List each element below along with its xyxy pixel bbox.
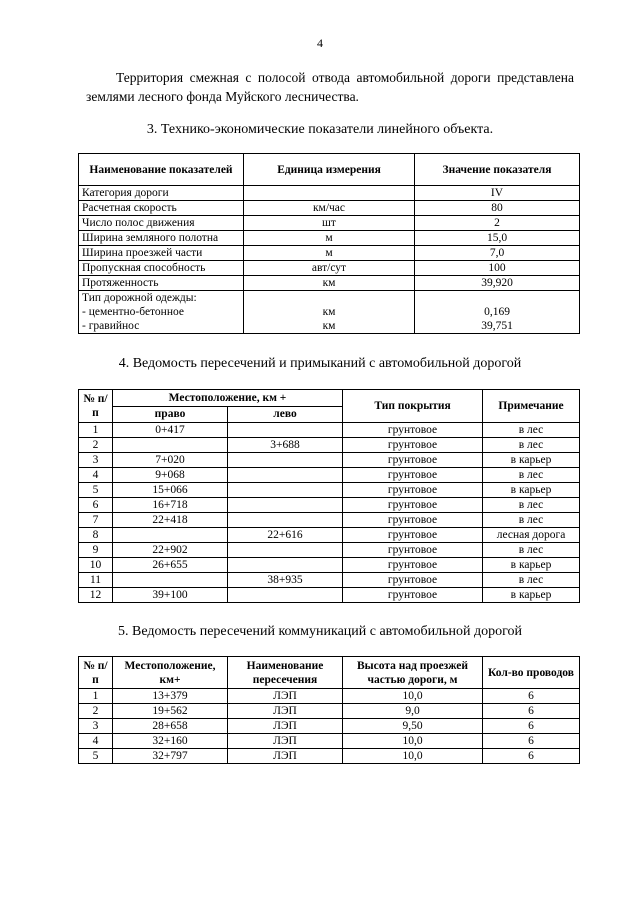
indicator-unit: км/час <box>244 201 415 216</box>
pavement-item-value: 0,169 <box>484 306 510 318</box>
location-km: 13+379 <box>113 689 228 704</box>
location-right: 0+417 <box>113 423 228 438</box>
table-row <box>79 261 580 276</box>
surface-type: грунтовое <box>343 588 483 603</box>
indicator-name: Ширина проезжей части <box>79 246 244 261</box>
page-number: 4 <box>317 36 323 50</box>
surface-type: грунтовое <box>343 423 483 438</box>
table-row <box>79 438 580 453</box>
header-unit: Единица измерения <box>244 154 415 186</box>
indicator-value: 2 <box>415 216 580 231</box>
crossing-height: 9,0 <box>343 704 483 719</box>
row-number: 1 <box>79 423 113 438</box>
indicator-value: 39,920 <box>415 276 580 291</box>
note: в лес <box>483 513 580 528</box>
pavement-names <box>79 291 244 334</box>
section-5-title: 5. Ведомость пересечений коммуникаций с автомобильной дорогой <box>118 624 522 639</box>
indicator-unit: м <box>244 246 415 261</box>
wire-count: 6 <box>483 719 580 734</box>
row-number: 3 <box>79 719 113 734</box>
indicators-table <box>78 153 580 334</box>
location-left <box>228 558 343 573</box>
indicator-name: Число полос движения <box>79 216 244 231</box>
indicator-unit: авт/сут <box>244 261 415 276</box>
location-left <box>228 423 343 438</box>
header-crossing-name: Наименование пересечения <box>228 657 343 689</box>
surface-type: грунтовое <box>343 543 483 558</box>
note: в лес <box>483 423 580 438</box>
wire-count: 6 <box>483 734 580 749</box>
indicator-name: Пропускная способность <box>79 261 244 276</box>
header-location: Местоположение, км+ <box>113 657 228 689</box>
section-4-title: 4. Ведомость пересечений и примыканий с автомобильной дорогой <box>118 356 522 371</box>
location-left <box>228 543 343 558</box>
location-left: 22+616 <box>228 528 343 543</box>
row-number: 12 <box>79 588 113 603</box>
table-row <box>79 704 580 719</box>
location-km: 28+658 <box>113 719 228 734</box>
table-row <box>79 201 580 216</box>
table-row <box>79 246 580 261</box>
crossing-height: 10,0 <box>343 734 483 749</box>
pavement-units <box>244 291 415 334</box>
row-number: 1 <box>79 689 113 704</box>
surface-type: грунтовое <box>343 453 483 468</box>
header-location: Местоположение, км + <box>113 390 343 407</box>
surface-type: грунтовое <box>343 438 483 453</box>
indicator-value: 100 <box>415 261 580 276</box>
indicator-unit: шт <box>244 216 415 231</box>
header-note: Примечание <box>483 390 580 423</box>
wire-count: 6 <box>483 704 580 719</box>
table-row <box>79 468 580 483</box>
row-number: 4 <box>79 734 113 749</box>
indicator-unit: км <box>244 276 415 291</box>
table-row-pavement <box>79 291 580 334</box>
location-right <box>113 573 228 588</box>
location-km: 19+562 <box>113 704 228 719</box>
note: в лес <box>483 468 580 483</box>
crossing-height: 10,0 <box>343 749 483 764</box>
location-right: 26+655 <box>113 558 228 573</box>
surface-type: грунтовое <box>343 468 483 483</box>
row-number: 2 <box>79 704 113 719</box>
intersections-table <box>78 389 580 603</box>
crossing-name: ЛЭП <box>228 689 343 704</box>
indicator-value: 7,0 <box>415 246 580 261</box>
header-left: лево <box>228 406 343 423</box>
pavement-values <box>415 291 580 334</box>
location-right: 22+418 <box>113 513 228 528</box>
crossing-name: ЛЭП <box>228 749 343 764</box>
pavement-item-name: - цементно-бетонное <box>82 306 184 318</box>
surface-type: грунтовое <box>343 483 483 498</box>
table-row <box>79 513 580 528</box>
pavement-item-unit: км <box>322 320 336 332</box>
indicator-name: Расчетная скорость <box>79 201 244 216</box>
table-row <box>79 558 580 573</box>
header-wires: Кол-во проводов <box>483 657 580 689</box>
row-number: 3 <box>79 453 113 468</box>
location-left <box>228 483 343 498</box>
table-row <box>79 423 580 438</box>
utilities-table <box>78 656 580 764</box>
row-number: 4 <box>79 468 113 483</box>
location-right: 9+068 <box>113 468 228 483</box>
location-right: 7+020 <box>113 453 228 468</box>
wire-count: 6 <box>483 689 580 704</box>
table-row <box>79 573 580 588</box>
table-row <box>79 719 580 734</box>
header-num: № п/п <box>79 657 113 689</box>
surface-type: грунтовое <box>343 558 483 573</box>
note: в лес <box>483 438 580 453</box>
location-left <box>228 513 343 528</box>
table-row <box>79 483 580 498</box>
row-number: 5 <box>79 483 113 498</box>
surface-type: грунтовое <box>343 513 483 528</box>
row-number: 7 <box>79 513 113 528</box>
note: в карьер <box>483 558 580 573</box>
row-number: 8 <box>79 528 113 543</box>
note: в лес <box>483 543 580 558</box>
location-left <box>228 453 343 468</box>
intro-paragraph: Территория смежная с полосой отвода автомобильной дороги представлена землями лесного фонда Муйского лесничества. <box>86 70 574 104</box>
row-number: 5 <box>79 749 113 764</box>
header-value: Значение показателя <box>415 154 580 186</box>
indicator-unit: м <box>244 231 415 246</box>
header-surface: Тип покрытия <box>343 390 483 423</box>
crossing-name: ЛЭП <box>228 719 343 734</box>
location-right <box>113 528 228 543</box>
header-num: № п/п <box>79 390 113 423</box>
location-km: 32+160 <box>113 734 228 749</box>
note: в лес <box>483 498 580 513</box>
crossing-height: 10,0 <box>343 689 483 704</box>
table-row <box>79 216 580 231</box>
section-3-title: 3. Технико-экономические показатели линейного объекта. <box>146 122 494 137</box>
location-right <box>113 438 228 453</box>
location-left: 3+688 <box>228 438 343 453</box>
indicator-value: 15,0 <box>415 231 580 246</box>
table-row <box>79 749 580 764</box>
header-indicator-name: Наименование показателей <box>79 154 244 186</box>
table-row <box>79 588 580 603</box>
table-row <box>79 734 580 749</box>
location-km: 32+797 <box>113 749 228 764</box>
indicator-value: IV <box>415 186 580 201</box>
note: лесная дорога <box>483 528 580 543</box>
indicator-unit <box>244 186 415 201</box>
indicator-name: Ширина земляного полотна <box>79 231 244 246</box>
surface-type: грунтовое <box>343 498 483 513</box>
table-row <box>79 231 580 246</box>
row-number: 10 <box>79 558 113 573</box>
note: в лес <box>483 573 580 588</box>
location-left <box>228 588 343 603</box>
crossing-name: ЛЭП <box>228 704 343 719</box>
pavement-item-value: 39,751 <box>481 320 513 332</box>
header-height: Высота над проезжей частью дороги, м <box>343 657 483 689</box>
crossing-name: ЛЭП <box>228 734 343 749</box>
location-left <box>228 498 343 513</box>
pavement-item-unit: км <box>322 306 336 318</box>
surface-type: грунтовое <box>343 573 483 588</box>
note: в карьер <box>483 483 580 498</box>
location-left <box>228 468 343 483</box>
indicator-value: 80 <box>415 201 580 216</box>
note: в карьер <box>483 453 580 468</box>
row-number: 9 <box>79 543 113 558</box>
pavement-label: Тип дорожной одежды: <box>82 292 197 304</box>
table-row <box>79 689 580 704</box>
row-number: 11 <box>79 573 113 588</box>
table-row <box>79 186 580 201</box>
indicator-name: Категория дороги <box>79 186 244 201</box>
row-number: 6 <box>79 498 113 513</box>
location-right: 16+718 <box>113 498 228 513</box>
table-row <box>79 453 580 468</box>
header-right: право <box>113 406 228 423</box>
pavement-item-name: - гравийнос <box>82 320 140 332</box>
location-right: 22+902 <box>113 543 228 558</box>
table-row <box>79 528 580 543</box>
location-left: 38+935 <box>228 573 343 588</box>
surface-type: грунтовое <box>343 528 483 543</box>
table-row <box>79 498 580 513</box>
row-number: 2 <box>79 438 113 453</box>
note: в карьер <box>483 588 580 603</box>
table-row <box>79 543 580 558</box>
wire-count: 6 <box>483 749 580 764</box>
indicator-name: Протяженность <box>79 276 244 291</box>
table-row <box>79 276 580 291</box>
location-right: 39+100 <box>113 588 228 603</box>
crossing-height: 9,50 <box>343 719 483 734</box>
location-right: 15+066 <box>113 483 228 498</box>
